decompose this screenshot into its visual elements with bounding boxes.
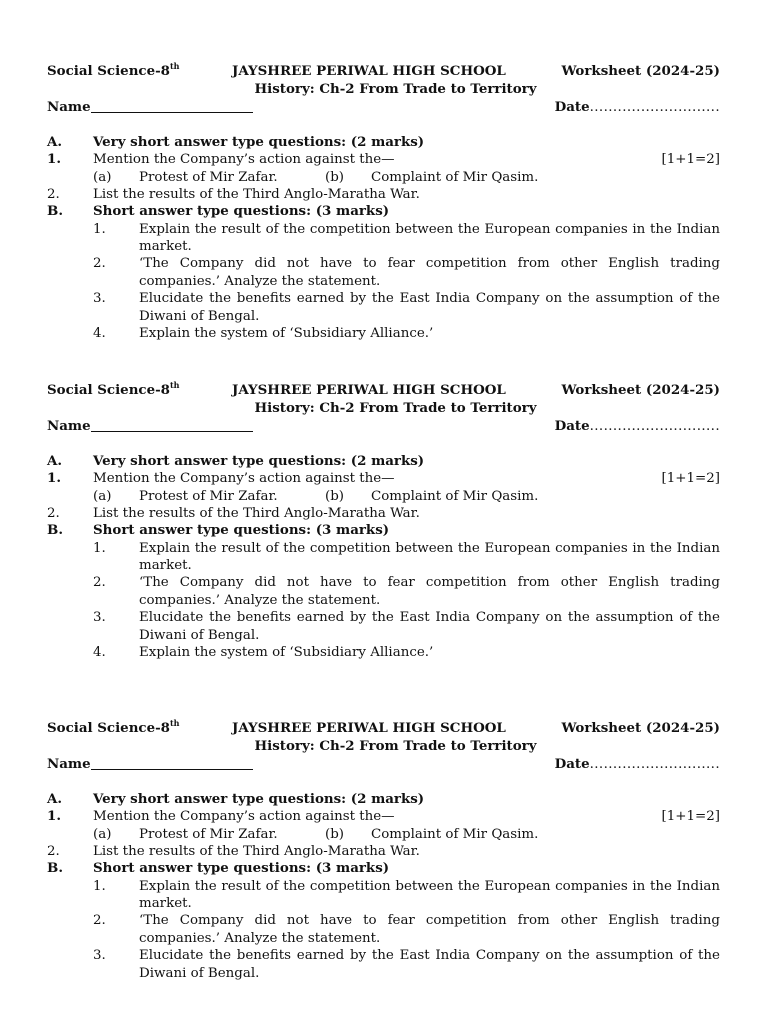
- question-b3: 3. Elucidate the benefits earned by the East India Company on the assumption of the Diwani of Bengal.: [93, 610, 720, 643]
- question-b1: 1. Explain the result of the competition between the European companies in the Indian market.: [93, 221, 720, 255]
- question-a2: 2. List the results of the Third Anglo-Maratha War.: [47, 505, 420, 521]
- question-a2: 2. List the results of the Third Anglo-Maratha War.: [47, 186, 420, 202]
- question-a1: 1. Mention the Company’s action against the— [1+1=2]: [47, 470, 720, 487]
- section-b-heading: B. Short answer type questions: (3 marks): [47, 522, 390, 539]
- chapter-title: History: Ch-2 From Trade to Territory: [254, 81, 537, 97]
- question-b2: 2. ‘The Company did not have to fear competition from other English trading companies.’ Analyze the statement.: [93, 913, 720, 946]
- date-field[interactable]: Date............................: [554, 99, 720, 115]
- worksheet-copy-2: [47, 382, 720, 661]
- name-date-row: [47, 756, 720, 774]
- section-a-heading: A. Very short answer type questions: (2 marks): [47, 134, 425, 150]
- question-b2: 2. ‘The Company did not have to fear competition from other English trading companies.’ Analyze the statement.: [93, 256, 720, 289]
- question-b3: 3. Elucidate the benefits earned by the East India Company on the assumption of the Diwani of Bengal.: [93, 291, 720, 324]
- question-b1: 1. Explain the result of the competition between the European companies in the Indian market.: [93, 540, 720, 574]
- question-b4: 4. Explain the system of ‘Subsidiary Alliance.’: [93, 645, 434, 661]
- header-row: [47, 720, 720, 738]
- question-b3: 3. Elucidate the benefits earned by the East India Company on the assumption of the Diwani of Bengal.: [93, 948, 720, 981]
- name-field[interactable]: Name: [47, 418, 253, 435]
- school-name: JAYSHREE PERIWAL HIGH SCHOOL: [232, 720, 506, 736]
- name-field[interactable]: Name: [47, 756, 253, 773]
- section-a-heading: A. Very short answer type questions: (2 marks): [47, 791, 425, 807]
- question-a1: 1. Mention the Company’s action against the— [1+1=2]: [47, 151, 720, 168]
- question-b1: 1. Explain the result of the competition between the European companies in the Indian market.: [93, 878, 720, 912]
- chapter-title: History: Ch-2 From Trade to Territory: [254, 400, 537, 416]
- name-field[interactable]: Name: [47, 99, 253, 116]
- section-b-heading: B. Short answer type questions: (3 marks): [47, 860, 390, 877]
- marks-label: [1+1=2]: [661, 152, 720, 168]
- worksheet-copy-1: [47, 63, 720, 342]
- school-name: JAYSHREE PERIWAL HIGH SCHOOL: [232, 63, 506, 79]
- section-b-heading: B. Short answer type questions: (3 marks): [47, 203, 390, 220]
- question-a1-options: (a) Protest of Mir Zafar. (b) Complaint of Mir Qasim.: [93, 826, 539, 842]
- marks-label: [1+1=2]: [661, 809, 720, 825]
- chapter-title: History: Ch-2 From Trade to Territory: [254, 738, 537, 754]
- subject-label: Social Science-8th: [47, 61, 180, 79]
- subject-label: Social Science-8th: [47, 718, 180, 736]
- header-row: [47, 382, 720, 400]
- worksheet-label: Worksheet (2024-25): [561, 382, 720, 398]
- worksheet-label: Worksheet (2024-25): [561, 63, 720, 79]
- header-row: [47, 63, 720, 81]
- worksheet-label: Worksheet (2024-25): [561, 720, 720, 736]
- question-a2: 2. List the results of the Third Anglo-Maratha War.: [47, 843, 420, 859]
- subject-label: Social Science-8th: [47, 380, 180, 398]
- name-date-row: [47, 99, 720, 117]
- question-b2: 2. ‘The Company did not have to fear competition from other English trading companies.’ Analyze the statement.: [93, 575, 720, 608]
- section-a-heading: A. Very short answer type questions: (2 marks): [47, 453, 425, 469]
- question-a1-options: (a) Protest of Mir Zafar. (b) Complaint of Mir Qasim.: [93, 488, 539, 504]
- name-date-row: [47, 418, 720, 436]
- question-b4: 4. Explain the system of ‘Subsidiary Alliance.’: [93, 326, 434, 342]
- question-a1-options: (a) Protest of Mir Zafar. (b) Complaint of Mir Qasim.: [93, 169, 539, 185]
- question-a1: 1. Mention the Company’s action against the— [1+1=2]: [47, 808, 720, 825]
- school-name: JAYSHREE PERIWAL HIGH SCHOOL: [232, 382, 506, 398]
- marks-label: [1+1=2]: [661, 471, 720, 487]
- worksheet-copy-3: [47, 720, 720, 982]
- date-field[interactable]: Date............................: [554, 756, 720, 772]
- date-field[interactable]: Date............................: [554, 418, 720, 434]
